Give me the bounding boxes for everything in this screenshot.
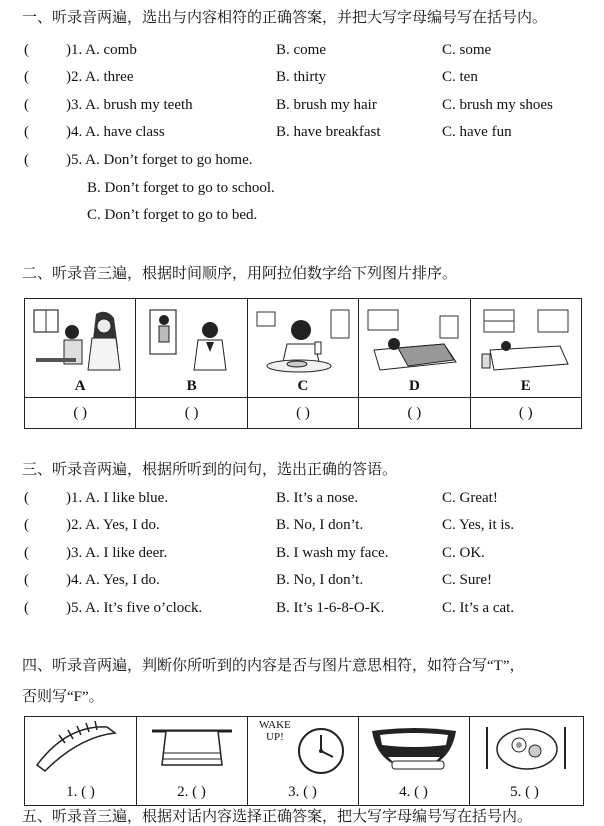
item-label-5[interactable]: 5. ( ) bbox=[510, 784, 539, 800]
option-a: )1. A. comb bbox=[66, 42, 137, 58]
option-a: )5. A. Don’t forget to go home. bbox=[66, 152, 253, 168]
answer-paren[interactable]: ( bbox=[24, 152, 29, 168]
section5-title: 五、听录音三遍，根据对话内容选择正确答案，把大写字母编号写在括号内。 bbox=[22, 809, 533, 825]
picture-breakfast bbox=[469, 717, 580, 805]
boy-eating-picture bbox=[253, 306, 353, 378]
option-b: B. Don’t forget to go to school. bbox=[87, 180, 275, 196]
option-a: )5. A. It’s five o’clock. bbox=[66, 600, 203, 616]
true-false-picture-row bbox=[24, 716, 584, 806]
option-a: )4. A. Yes, I do. bbox=[66, 572, 160, 588]
bedroom-picture bbox=[476, 306, 576, 378]
option-c: C. brush my shoes bbox=[442, 97, 553, 113]
clock-icon bbox=[247, 717, 358, 781]
option-b: B. thirty bbox=[276, 69, 327, 85]
picture-comb bbox=[25, 717, 137, 805]
option-c: C. have fun bbox=[442, 124, 512, 140]
option-a: )3. A. I like deer. bbox=[66, 545, 168, 561]
picture-clock bbox=[247, 717, 359, 805]
answer-paren[interactable]: ( bbox=[24, 124, 29, 140]
picture-teeth bbox=[358, 717, 470, 805]
picture-order-table bbox=[24, 298, 582, 429]
answer-blank-c[interactable]: ( ) bbox=[247, 398, 358, 429]
teeth-icon bbox=[358, 717, 469, 777]
picture-label-b: B bbox=[186, 378, 197, 394]
answer-paren[interactable]: ( bbox=[24, 490, 29, 506]
option-c: C. ten bbox=[442, 69, 478, 85]
item-label-1[interactable]: 1. ( ) bbox=[66, 784, 95, 800]
answer-paren[interactable]: ( bbox=[24, 42, 29, 58]
section3-title: 三、听录音两遍，根据所听到的问句，选出正确的答语。 bbox=[22, 462, 398, 478]
option-c: C. Great! bbox=[442, 490, 498, 506]
clock-text-up: UP! bbox=[266, 731, 284, 743]
answer-paren[interactable]: ( bbox=[24, 545, 29, 561]
option-c: C. Yes, it is. bbox=[442, 517, 515, 533]
answer-blank-b[interactable]: ( ) bbox=[136, 398, 247, 429]
boy-in-bed-picture bbox=[364, 306, 464, 378]
comb-icon bbox=[25, 717, 136, 777]
item-label-3[interactable]: 3. ( ) bbox=[288, 784, 317, 800]
picture-cell-c bbox=[247, 299, 358, 398]
answer-paren[interactable]: ( bbox=[24, 69, 29, 85]
breakfast-icon bbox=[469, 717, 580, 777]
answer-paren[interactable]: ( bbox=[24, 97, 29, 113]
section2-title: 二、听录音三遍，根据时间顺序，用阿拉伯数字给下列图片排序。 bbox=[22, 266, 458, 282]
option-b: B. have breakfast bbox=[276, 124, 381, 140]
towel-icon bbox=[136, 717, 247, 777]
option-b: B. It’s 1-6-8-O-K. bbox=[276, 600, 385, 616]
option-b: B. No, I don’t. bbox=[276, 517, 364, 533]
picture-cell-b bbox=[136, 299, 247, 398]
picture-cell-e bbox=[470, 299, 581, 398]
picture-label-d: D bbox=[408, 378, 420, 394]
picture-cell-d bbox=[359, 299, 470, 398]
option-b: B. I wash my face. bbox=[276, 545, 389, 561]
option-c: C. Don’t forget to go to bed. bbox=[87, 207, 258, 223]
answer-blank-e[interactable]: ( ) bbox=[470, 398, 581, 429]
clock-text-wake: WAKE bbox=[259, 719, 291, 731]
picture-cell-a bbox=[25, 299, 136, 398]
picture-label-c: C bbox=[297, 378, 309, 394]
option-c: C. Sure! bbox=[442, 572, 492, 588]
item-label-2[interactable]: 2. ( ) bbox=[177, 784, 206, 800]
section4-title-line1: 四、听录音两遍，判断你所听到的内容是否与图片意思相符，如符合写“T”， bbox=[22, 658, 525, 674]
answer-paren[interactable]: ( bbox=[24, 600, 29, 616]
option-b: B. brush my hair bbox=[276, 97, 377, 113]
option-a: )3. A. brush my teeth bbox=[66, 97, 193, 113]
section1-title: 一、听录音两遍，选出与内容相符的正确答案，并把大写字母编号写在括号内。 bbox=[22, 10, 548, 26]
option-b: B. It’s a nose. bbox=[276, 490, 359, 506]
option-a: )1. A. I like blue. bbox=[66, 490, 169, 506]
section4-title-line2: 否则写“F”。 bbox=[22, 689, 104, 705]
option-b: B. come bbox=[276, 42, 326, 58]
mother-and-boy-picture bbox=[30, 306, 130, 378]
answer-paren[interactable]: ( bbox=[24, 572, 29, 588]
option-a: )2. A. Yes, I do. bbox=[66, 517, 160, 533]
option-b: B. No, I don’t. bbox=[276, 572, 364, 588]
answer-paren[interactable]: ( bbox=[24, 517, 29, 533]
picture-label-a: A bbox=[74, 378, 86, 394]
boy-leaving-picture bbox=[142, 306, 242, 378]
item-label-4[interactable]: 4. ( ) bbox=[399, 784, 428, 800]
picture-label-e: E bbox=[520, 378, 531, 394]
answer-blank-a[interactable]: ( ) bbox=[25, 398, 136, 429]
option-c: C. OK. bbox=[442, 545, 485, 561]
option-a: )2. A. three bbox=[66, 69, 134, 85]
option-c: C. some bbox=[442, 42, 492, 58]
picture-towel bbox=[136, 717, 248, 805]
answer-blank-d[interactable]: ( ) bbox=[359, 398, 470, 429]
option-a: )4. A. have class bbox=[66, 124, 165, 140]
option-c: C. It’s a cat. bbox=[442, 600, 515, 616]
